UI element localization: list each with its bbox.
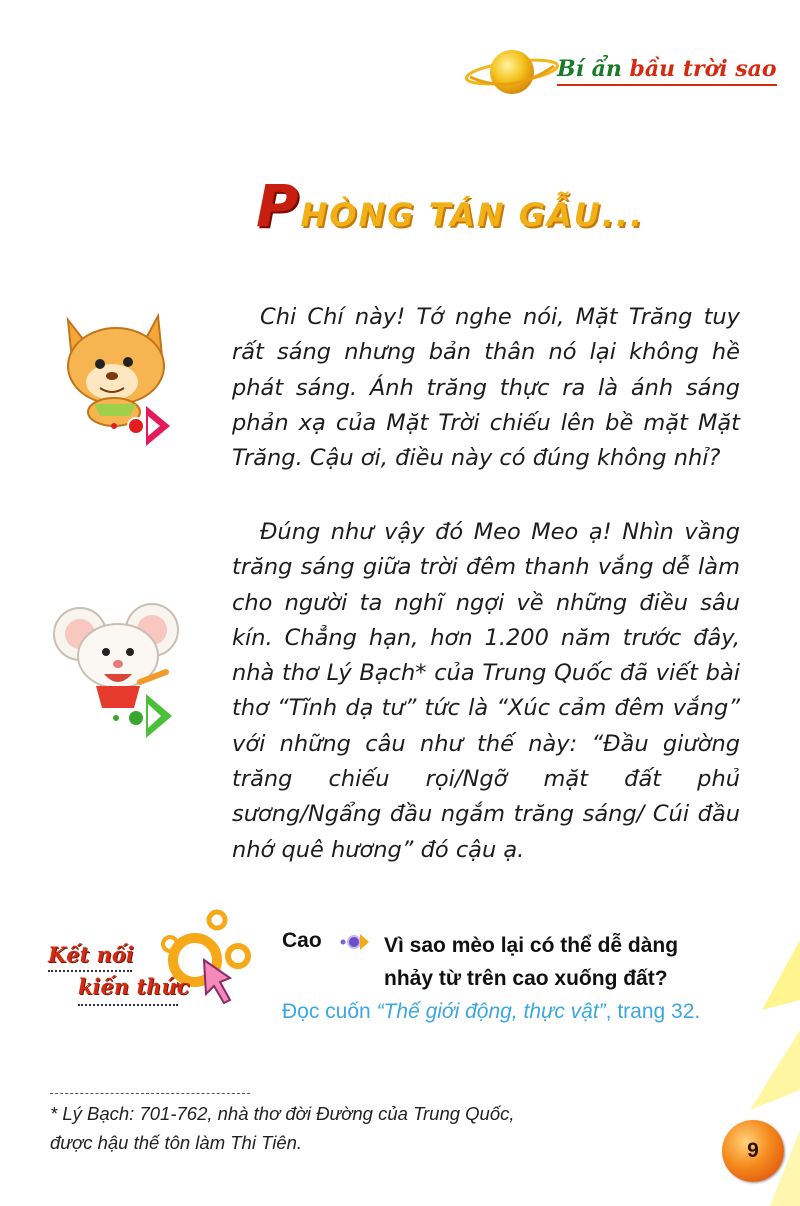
planet-icon <box>462 44 562 100</box>
footnote: * Lý Bạch: 701-762, nhà thơ đời Đường của Trung Quốc, được hậu thế tôn làm Thi Tiên. <box>50 1103 515 1153</box>
series-header <box>462 44 777 100</box>
series-title: Bí ẩn bầu trời sao <box>557 56 777 82</box>
dialogue-cat-text: Chi Chí này! Tớ nghe nói, Mặt Trăng tuy rất sáng nhưng bản thân nó lại không hề phát sáng. Ánh trăng thực ra là ánh sáng phản xạ của Mặt Trời chiếu lên bề mặt Mặt Trăng. Cậu ơi, điều này có đúng không nhỉ? <box>232 304 740 472</box>
knowledge-link-label: Kết nối kiến thức <box>44 936 194 1016</box>
knowledge-question: Vì sao mèo lại có thể dễ dàng nhảy từ trên cao xuống đất? <box>384 934 679 990</box>
dialogue-mouse-text: Đúng như vậy đó Meo Meo ạ! Nhìn vầng trăng sáng giữa trời đêm thanh vắng dễ làm cho người ta nghĩ ngợi về những điều sâu kín. Chẳng hạn, hơn 1.200 năm trước đây, nhà thơ Lý Bạch* của Trung Quốc đã viết bài thơ “Tĩnh dạ tư” tức là “Xúc cảm đêm vắng” với những câu như thế này: “Đầu giường trăng chiếu rọi/Ngỡ mặt đất phủ sương/Ngẩng đầu ngắm trăng sáng/ Cúi đầu nhớ quê hương” đó cậu ạ. <box>232 519 740 863</box>
arrow-bullet-icon <box>338 931 372 953</box>
cat-character-icon <box>50 300 180 450</box>
difficulty-level: Cao <box>282 929 322 952</box>
footnote-divider <box>50 1093 250 1094</box>
mouse-character-icon <box>48 590 188 755</box>
page-number: 9 <box>722 1120 784 1182</box>
section-title: PHÒNG TÁN GẪU... <box>256 172 645 240</box>
book-reference[interactable]: Đọc cuốn “Thế giới động, thực vật”, trang 32. <box>282 1000 701 1023</box>
